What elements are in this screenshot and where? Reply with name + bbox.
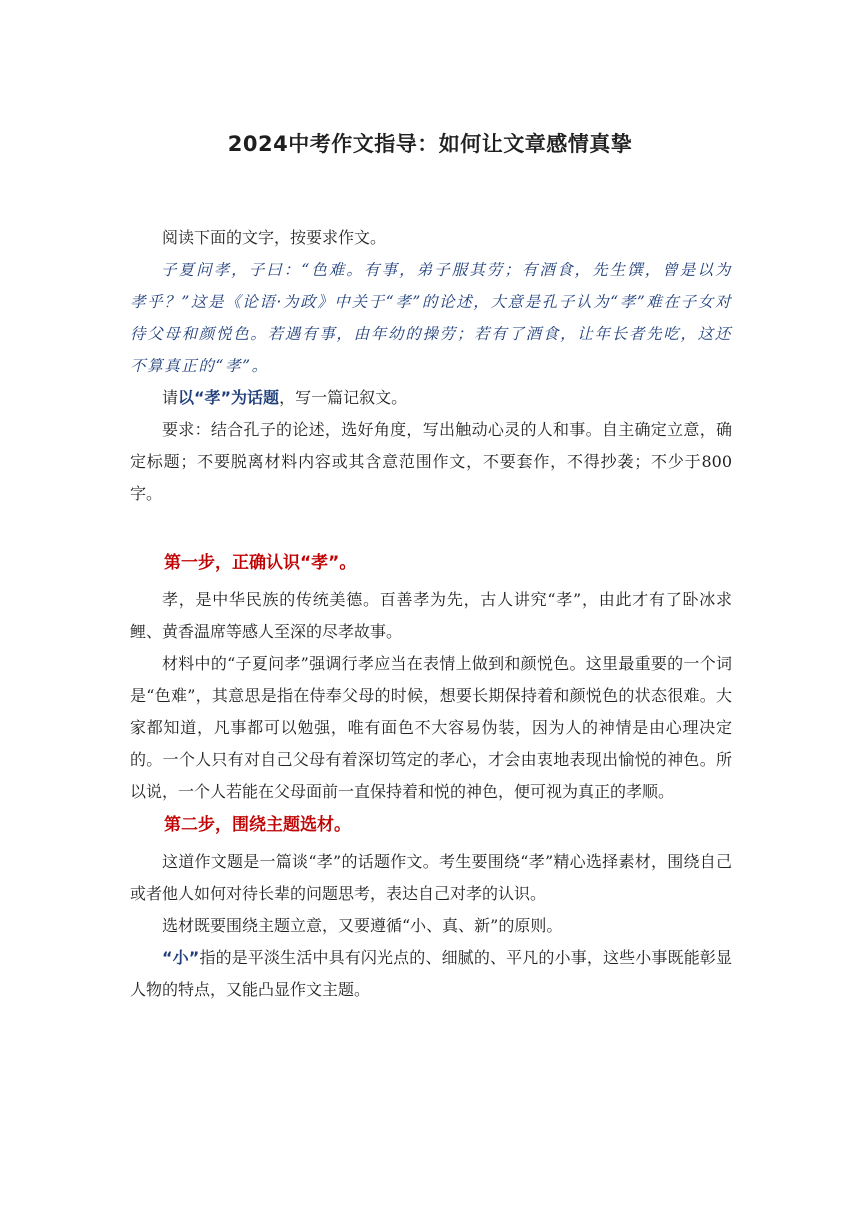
step1-paragraph-2: 材料中的“子夏问孝”强调行孝应当在表情上做到和颜悦色。这里最重要的一个词是“色难”，其意思是指在侍奉父母的时候，想要长期保持着和颜悦色的状态很难。大家都知道，凡事都可以勉强，唯有面色不大容易伪装，因为人的神情是由心理决定的。一个人只有对自己父母有着深切笃定的孝心，才会由衷地表现出愉悦的神色。所以说，一个人若能在父母面前一直保持着和悦的神色，便可视为真正的孝顺。 [130, 654, 732, 801]
document-title: 2024中考作文指导：如何让文章感情真挚 [227, 132, 633, 156]
step2-paragraph-2: 选材既要围绕主题立意，又要遵循“小、真、新”的原则。 [162, 916, 563, 935]
small-emphasis: “小” [162, 948, 200, 967]
step1-heading: 第一步，正确认识“孝”。 [164, 553, 357, 573]
step2-paragraph-3-text: 指的是平淡生活中具有闪光点的、细腻的、平凡的小事，这些小事既能彰显人物的特点，又能凸显作文主题。 [130, 948, 732, 999]
step2-paragraph-1: 这道作文题是一篇谈“孝”的话题作文。考生要围绕“孝”精心选择素材，围绕自己或者他人如何对待长辈的问题思考，表达自己对孝的认识。 [130, 852, 732, 903]
requirements-paragraph: 要求：结合孔子的论述，选好角度，写出触动心灵的人和事。自主确定立意，确定标题；不要脱离材料内容或其含意范围作文，不要套作，不得抄袭；不少于800字。 [130, 420, 732, 503]
document-body [130, 222, 732, 1006]
task-paragraph [130, 382, 732, 414]
section-spacer [130, 510, 732, 546]
task-prefix: 请 [162, 388, 179, 407]
step2-heading: 第二步，围绕主题选材。 [164, 815, 351, 835]
step2-paragraph-3 [130, 942, 732, 1006]
step1-paragraph-1: 孝，是中华民族的传统美德。百善孝为先，古人讲究“孝”，由此才有了卧冰求鲤、黄香温席等感人至深的尽孝故事。 [130, 590, 732, 641]
quote-paragraph: 子夏问孝，子曰：“色难。有事，弟子服其劳；有酒食，先生馔，曾是以为孝乎？”这是《论语·为政》中关于“孝”的论述，大意是孔子认为“孝”难在子女对待父母和颜悦色。若遇有事，由年幼的操劳；若有了酒食，让年长者先吃，这还不算真正的“孝”。 [130, 261, 732, 375]
intro-paragraph: 阅读下面的文字，按要求作文。 [162, 228, 387, 247]
task-emphasis: 以“孝”为话题 [178, 388, 280, 407]
task-suffix: ，写一篇记叙文。 [279, 388, 408, 407]
